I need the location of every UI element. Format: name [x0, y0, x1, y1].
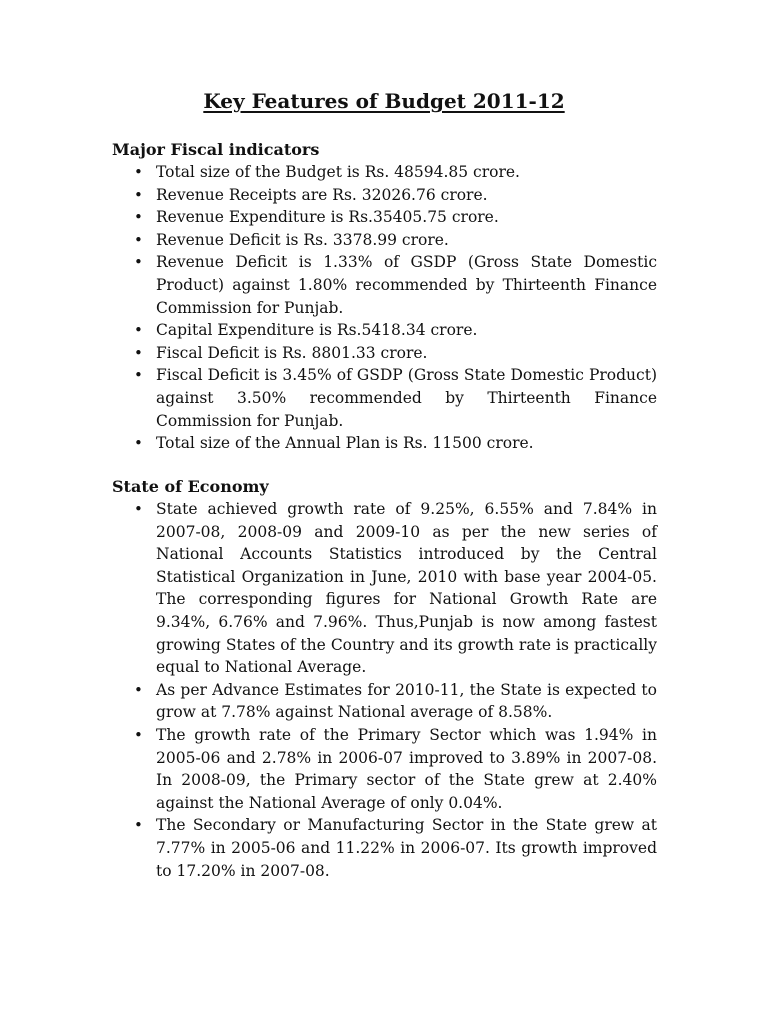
list-item: [112, 206, 657, 229]
list-item: [112, 724, 657, 814]
bullet-icon: •: [134, 680, 143, 699]
list-item-text: The growth rate of the Primary Sector which was 1.94% in 2005-06 and 2.78% in 2006-07 improved to 3.89% in 2007-08. In 2008-09, the Primary sector of the State grew at 2.40% against the National Average of only 0.04%.: [156, 725, 657, 812]
bullet-icon: •: [134, 725, 143, 744]
list-item: [112, 319, 657, 342]
list-item-text: State achieved growth rate of 9.25%, 6.55% and 7.84% in 2007-08, 2008-09 and 2009-10 as per the new series of National Accounts Statistics introduced by the Central Statistical Organization in June, 2010 with base year 2004-05. The corresponding figures for National Growth Rate are 9.34%, 6.76% and 7.96%. Thus,Punjab is now among fastest growing States of the Country and its growth rate is practically equal to National Average.: [156, 500, 657, 677]
section-major-fiscal-indicators: [112, 138, 657, 455]
list-item: [112, 161, 657, 184]
list-item: [112, 342, 657, 365]
bullet-icon: •: [134, 163, 143, 181]
bullet-icon: •: [134, 185, 143, 204]
section-state-of-economy: [112, 475, 657, 882]
bullet-icon: •: [134, 230, 143, 249]
bullet-icon: •: [134, 208, 143, 227]
list-item-text: Total size of the Annual Plan is Rs. 11500 crore.: [156, 434, 534, 453]
list-item-text: Revenue Deficit is Rs. 3378.99 crore.: [156, 230, 449, 249]
list-item-text: The Secondary or Manufacturing Sector in the State grew at 7.77% in 2005-06 and 11.22% in 2006-07. Its growth improved to 17.20% in 2007-08.: [156, 816, 657, 880]
bullet-icon: •: [134, 321, 143, 340]
bullet-icon: •: [134, 343, 143, 362]
list-item-text: Capital Expenditure is Rs.5418.34 crore.: [156, 321, 478, 340]
list-item: [112, 814, 657, 882]
list-item: [112, 432, 657, 455]
bullet-icon: •: [134, 366, 143, 385]
list-item: [112, 364, 657, 432]
section-heading: Major Fiscal indicators: [112, 140, 320, 159]
list-item-text: Fiscal Deficit is Rs. 8801.33 crore.: [156, 343, 428, 362]
list-item-text: Revenue Receipts are Rs. 32026.76 crore.: [156, 185, 488, 204]
list-item: [112, 498, 657, 679]
document-title: Key Features of Budget 2011-12: [203, 89, 565, 113]
list-item-text: Fiscal Deficit is 3.45% of GSDP (Gross State Domestic Product) against 3.50% recommended by Thirteenth Finance Commission for Punjab.: [156, 366, 657, 430]
list-item: [112, 229, 657, 252]
list-item-text: As per Advance Estimates for 2010-11, the State is expected to grow at 7.78% against National average of 8.58%.: [156, 680, 657, 722]
list-item-text: Revenue Expenditure is Rs.35405.75 crore.: [156, 208, 499, 227]
list-item: [112, 184, 657, 207]
list-item-text: Total size of the Budget is Rs. 48594.85 crore.: [156, 163, 520, 181]
list-item-text: Revenue Deficit is 1.33% of GSDP (Gross State Domestic Product) against 1.80% recommended by Thirteenth Finance Commission for Punjab.: [156, 253, 657, 317]
bullet-icon: •: [134, 500, 143, 518]
bullet-list: [112, 498, 657, 882]
bullet-list: [112, 161, 657, 455]
bullet-icon: •: [134, 816, 143, 835]
bullet-icon: •: [134, 434, 143, 453]
list-item: [112, 251, 657, 319]
list-item: [112, 679, 657, 724]
section-heading: State of Economy: [112, 477, 269, 496]
bullet-icon: •: [134, 253, 143, 272]
